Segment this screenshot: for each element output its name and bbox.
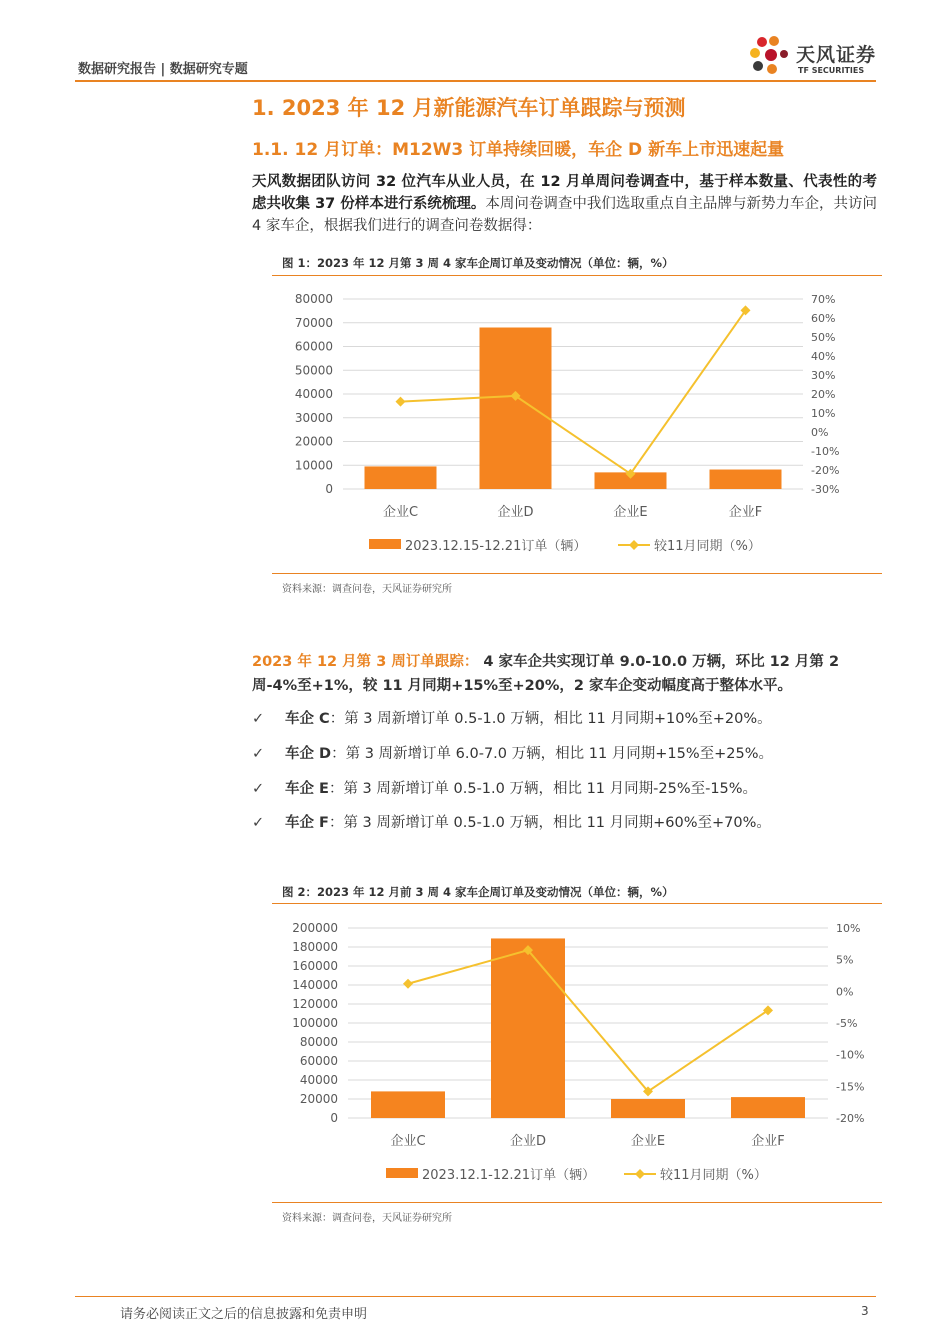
- x-category-label: 企业F: [728, 505, 763, 520]
- y-right-tick-label: 5%: [836, 953, 854, 967]
- y-left-tick-label: 140000: [292, 978, 338, 992]
- intro-rest: 本周问卷调查中我们选取重点自主品牌与新势力车企，共访问 4 家车企，根据我们进行的调查问卷数据得：: [252, 196, 877, 234]
- figure-2-top-rule: [272, 903, 882, 904]
- legend-bar-swatch: [386, 1168, 418, 1178]
- check-icon: ✓: [252, 711, 265, 727]
- list-item-name: 车企 D: [285, 746, 332, 762]
- legend-line-marker: [629, 540, 639, 550]
- list-item-name: 车企 C: [285, 711, 330, 727]
- x-category-label: 企业E: [613, 505, 648, 520]
- footer-divider: [75, 1296, 876, 1297]
- tracking-lead: 2023 年 12 月第 3 周订单跟踪：: [252, 654, 479, 670]
- logo-wordmark: 天风证券: [796, 44, 877, 66]
- y-left-tick-label: 20000: [299, 1092, 338, 1106]
- y-left-tick-label: 80000: [294, 292, 333, 306]
- y-right-tick-label: 10%: [836, 922, 861, 935]
- y-left-tick-label: 120000: [292, 997, 338, 1011]
- section-heading: 1. 2023 年 12 月新能源汽车订单跟踪与预测: [252, 96, 686, 120]
- intro-bold: 天风数据团队访问 32 位汽车从业人员，在 12 月单周问卷调查中，基于样本数量、代表性的考虑共收集 37 份样本进行系统梳理。: [252, 174, 877, 212]
- y-left-tick-label: 30000: [294, 410, 333, 425]
- x-category-label: 企业E: [630, 1134, 666, 1149]
- check-icon: ✓: [252, 746, 265, 762]
- list-item-name: 车企 F: [285, 815, 329, 831]
- list-item: [252, 811, 771, 832]
- check-icon: ✓: [252, 815, 265, 831]
- y-right-tick-label: 60%: [811, 312, 836, 325]
- list-item-text: ：第 3 周新增订单 0.5-1.0 万辆，相比 11 月同期+10%至+20%。: [329, 711, 772, 727]
- y-right-tick-label: 10%: [811, 407, 836, 420]
- list-item: [252, 777, 757, 798]
- x-category-label: 企业C: [390, 1134, 426, 1149]
- tracking-summary-text: 4 家车企共实现订单 9.0-10.0 万辆，环比 12 月第 2 周-4%至+1%，较 11 月同期+15%至+20%，2 家车企变动幅度高于整体水平。: [252, 654, 840, 694]
- flower-logo-icon: [748, 32, 794, 78]
- tracking-summary: [252, 650, 877, 698]
- figure-1-bottom-rule: [272, 573, 882, 574]
- bar: [365, 466, 437, 489]
- x-category-label: 企业F: [751, 1134, 785, 1149]
- subsection-heading: 1.1. 12 月订单：M12W3 订单持续回暖，车企 D 新车上市迅速起量: [252, 140, 785, 160]
- x-category-label: 企业C: [382, 505, 419, 520]
- x-category-label: 企业D: [509, 1134, 547, 1149]
- y-right-tick-label: -20%: [811, 464, 840, 477]
- y-left-tick-label: 0: [325, 482, 333, 496]
- footer-disclaimer: 请务必阅读正文之后的信息披露和免责申明: [120, 1307, 368, 1322]
- legend-bar-label: 2023.12.1-12.21订单（辆）: [422, 1168, 596, 1183]
- page-number: 3: [861, 1304, 869, 1318]
- figure-1-title: 图 1：2023 年 12 月第 3 周 4 家车企周订单及变动情况（单位：辆，%）: [282, 256, 674, 270]
- bar: [710, 470, 782, 489]
- y-right-tick-label: -10%: [836, 1048, 865, 1062]
- legend-line-marker: [635, 1169, 645, 1179]
- bar: [491, 938, 565, 1118]
- line-point: [403, 979, 413, 989]
- y-left-tick-label: 100000: [292, 1016, 338, 1030]
- figure-2-chart: [272, 910, 882, 1200]
- y-left-tick-label: 80000: [299, 1035, 338, 1049]
- list-item: [252, 707, 772, 728]
- bar: [480, 328, 552, 490]
- y-left-tick-label: 50000: [294, 363, 333, 378]
- y-left-tick-label: 0: [330, 1111, 338, 1125]
- y-right-tick-label: 50%: [811, 331, 836, 344]
- y-right-tick-label: 0%: [836, 985, 854, 999]
- figure-1-top-rule: [272, 275, 882, 276]
- y-right-tick-label: 70%: [811, 293, 836, 306]
- x-category-label: 企业D: [497, 505, 534, 520]
- y-left-tick-label: 200000: [292, 921, 338, 935]
- y-left-tick-label: 20000: [294, 434, 333, 449]
- line-point: [396, 397, 406, 407]
- bar: [731, 1097, 805, 1118]
- bar: [611, 1099, 685, 1118]
- list-item-text: ：第 3 周新增订单 0.5-1.0 万辆，相比 11 月同期-25%至-15%。: [328, 781, 758, 797]
- y-left-tick-label: 70000: [294, 315, 333, 330]
- legend-bar-label: 2023.12.15-12.21订单（辆）: [405, 539, 587, 554]
- header-divider: [75, 80, 876, 82]
- y-right-tick-label: -30%: [811, 483, 840, 496]
- figure-1-source: 资料来源：调查问卷，天风证券研究所: [282, 584, 452, 595]
- y-left-tick-label: 40000: [299, 1073, 338, 1087]
- y-right-tick-label: -10%: [811, 445, 840, 458]
- y-left-tick-label: 40000: [294, 387, 333, 401]
- figure-2-title: 图 2：2023 年 12 月前 3 周 4 家车企周订单及变动情况（单位：辆，%）: [282, 885, 674, 899]
- figure-2-bottom-rule: [272, 1202, 882, 1203]
- y-right-tick-label: 0%: [811, 426, 829, 439]
- figure-2-source: 资料来源：调查问卷，天风证券研究所: [282, 1213, 452, 1224]
- check-icon: ✓: [252, 781, 265, 797]
- intro-paragraph: [252, 171, 877, 237]
- y-right-tick-label: 40%: [811, 350, 836, 363]
- list-item-name: 车企 E: [285, 781, 329, 797]
- brand-logo: [748, 32, 878, 78]
- y-right-tick-label: -5%: [836, 1017, 858, 1030]
- y-right-tick-label: -15%: [836, 1080, 865, 1094]
- y-right-tick-label: 30%: [811, 369, 836, 382]
- list-item-text: ：第 3 周新增订单 0.5-1.0 万辆，相比 11 月同期+60%至+70%。: [328, 815, 771, 831]
- y-left-tick-label: 160000: [292, 959, 338, 973]
- list-item: [252, 742, 773, 763]
- bar: [371, 1091, 445, 1118]
- y-right-tick-label: -20%: [836, 1112, 865, 1125]
- y-left-tick-label: 10000: [294, 458, 333, 473]
- y-right-tick-label: 20%: [811, 388, 836, 401]
- series-line: [408, 950, 768, 1091]
- legend-line-label: 较11月同期（%）: [660, 1168, 767, 1183]
- legend-line-label: 较11月同期（%）: [654, 539, 761, 554]
- logo-english: TF SECURITIES: [798, 66, 865, 75]
- list-item-text: ：第 3 周新增订单 6.0-7.0 万辆，相比 11 月同期+15%至+25%。: [331, 746, 774, 762]
- report-category: 数据研究报告 | 数据研究专题: [78, 62, 248, 77]
- y-left-tick-label: 60000: [299, 1054, 338, 1068]
- y-left-tick-label: 180000: [292, 940, 338, 954]
- legend-bar-swatch: [369, 539, 401, 549]
- y-left-tick-label: 60000: [294, 339, 333, 354]
- figure-1-chart: [272, 282, 882, 567]
- series-line: [401, 310, 746, 473]
